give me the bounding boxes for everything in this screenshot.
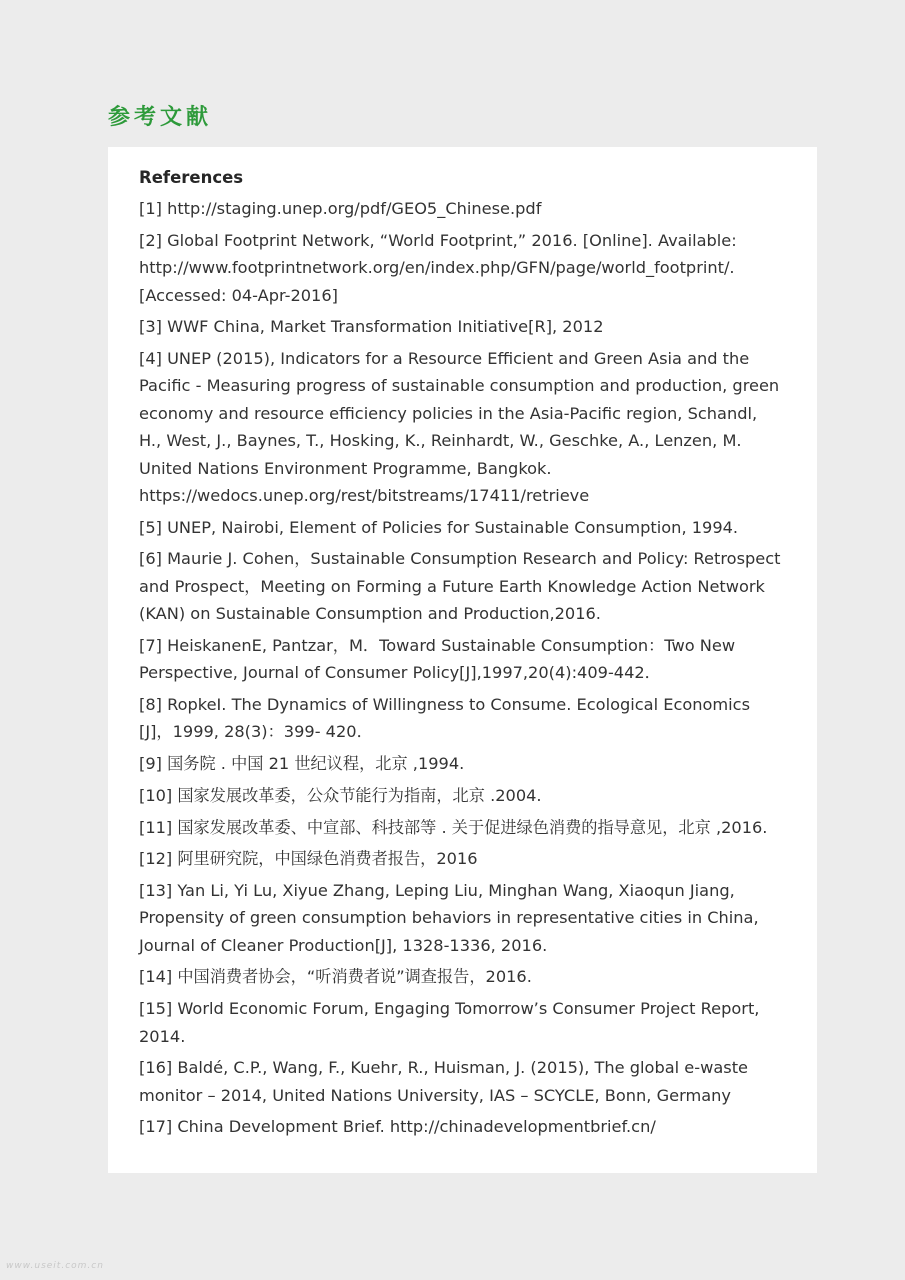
reference-item-3: [3] WWF China, Market Transformation Initiative[R], 2012 — [139, 317, 604, 337]
reference-list — [139, 195, 781, 1141]
reference-item-5: [5] UNEP, Nairobi, Element of Policies for Sustainable Consumption, 1994. — [139, 517, 739, 537]
reference-item-6: [6] Maurie J. Cohen，Sustainable Consumption Research and Policy: Retrospect and Prospect，Meeting on Forming a Future Earth Knowledge Action Network (KAN) on Sustainable Consumption and Production,2016. — [139, 549, 781, 624]
reference-item-4: [4] UNEP (2015), Indicators for a Resource Efficient and Green Asia and the Pacific - Measuring progress of sustainable consumption and production, green economy and resource efficiency policies in the Asia-Pacific region, Schandl, H., West, J., Baynes, T., Hosking, K., Reinhardt, W., Geschke, A., Lenzen, M. United Nations Environment Programme, Bangkok. https://wedocs.unep.org/rest/bitstreams/17411/retrieve — [139, 348, 780, 505]
reference-item-9: [9] 国务院 . 中国 21 世纪议程，北京 ,1994. — [139, 754, 465, 774]
reference-item-13: [13] Yan Li, Yi Lu, Xiyue Zhang, Leping Liu, Minghan Wang, Xiaoqun Jiang, Propensity of green consumption behaviors in representative cities in China, Journal of Cleaner Production[J], 1328-1336, 2016. — [139, 880, 759, 955]
reference-item-10: [10] 国家发展改革委，公众节能行为指南，北京 .2004. — [139, 785, 542, 805]
reference-item-16: [16] Baldé, C.P., Wang, F., Kuehr, R., Huisman, J. (2015), The global e-waste monitor – 2014, United Nations University, IAS – SCYCLE, Bonn, Germany — [139, 1058, 748, 1105]
reference-item-7: [7] HeiskanenE, Pantzar，M．Toward Sustainable Consumption：Two New Perspective, Journal of Consumer Policy[J],1997,20(4):409-442． — [139, 635, 736, 683]
reference-item-8: [8] RopkeI. The Dynamics of Willingness to Consume. Ecological Economics [J]，1999, 28(3)：399- 420． — [139, 694, 751, 742]
reference-item-17: [17] China Development Brief. http://chinadevelopmentbrief.cn/ — [139, 1117, 656, 1137]
section-title: 参考文献 — [108, 105, 213, 130]
references-panel — [108, 147, 817, 1173]
reference-item-11: [11] 国家发展改革委、中宣部、科技部等 . 关于促进绿色消费的指导意见，北京 ,2016. — [139, 817, 768, 837]
references-heading: References — [139, 168, 244, 187]
reference-item-12: [12] 阿里研究院，中国绿色消费者报告，2016 — [139, 849, 478, 869]
reference-item-1: [1] http://staging.unep.org/pdf/GEO5_Chinese.pdf — [139, 199, 542, 218]
reference-item-15: [15] World Economic Forum, Engaging Tomorrow’s Consumer Project Report, 2014. — [139, 999, 760, 1046]
watermark: www.useit.com.cn — [6, 1261, 104, 1271]
reference-item-2: [2] Global Footprint Network, “World Footprint,” 2016. [Online]. Available: http://www.footprintnetwork.org/en/index.php/GFN/page/world_footprint/. [Accessed: 04-Apr-2016] — [139, 230, 737, 305]
reference-item-14: [14] 中国消费者协会，“听消费者说”调查报告，2016. — [139, 967, 532, 987]
